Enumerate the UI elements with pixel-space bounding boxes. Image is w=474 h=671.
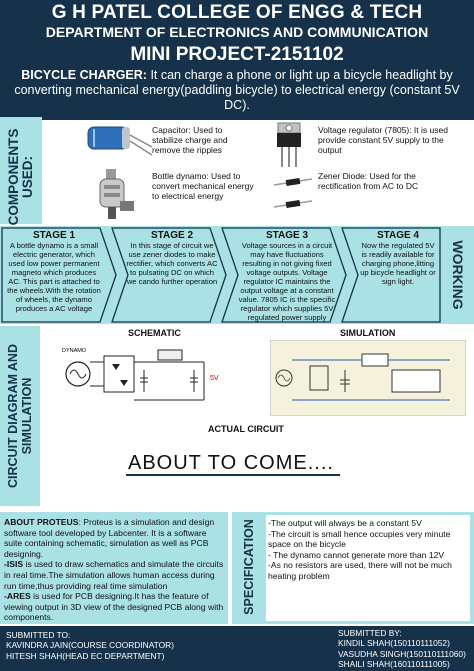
- components-section-label: COMPONENTS USED:: [6, 128, 35, 226]
- schematic-dynamo-label: DYNAMO: [62, 348, 87, 354]
- footer-banner: [0, 626, 474, 671]
- stage-4: [360, 230, 436, 286]
- components-label-band: [0, 117, 42, 224]
- project-description: [10, 68, 464, 113]
- stage-2-title: STAGE 2: [150, 230, 194, 241]
- schematic-output-label: 5V: [210, 375, 219, 382]
- voltage-regulator-description: Voltage regulator (7805): It is used provide constant 5V supply to the output: [318, 125, 448, 155]
- actual-circuit-placeholder: ABOUT TO COME....: [128, 452, 334, 474]
- isis-text: is used to draw schematics and simulate the circuits in real time.The simulation allows human access during run time,thus providing real time simulation: [4, 559, 224, 591]
- circuit-label-band: [0, 326, 40, 506]
- submitted-to-name: KAVINDRA JAIN(COURSE COORDINATOR): [6, 640, 174, 651]
- project-description-text: It can charge a phone or light up a bicycle headlight by converting mechanical energy(paddling bicycle) to electrical energy (constant 5V DC).: [14, 68, 460, 112]
- stage-3-title: STAGE 3: [265, 230, 309, 241]
- project-code: MINI PROJECT-2151102: [130, 44, 344, 65]
- stage-2-body: In this stage of circuit we use zener diodes to make rectifier, which converts AC to pulsating DC on which we cando further operation: [126, 241, 218, 286]
- stage-1-body: A bottle dynamo is a small electric generator, which used low power permanent magneto which produces AC. This part is attached to the wheels.With the rotation of wheels, the dynamo produces a AC voltage: [7, 241, 101, 313]
- header-banner: [0, 0, 474, 120]
- spec-item: -The circuit is small hence occupies very minute space on the bicycle: [268, 528, 451, 550]
- working-band: [0, 226, 474, 324]
- submitted-by-label: SUBMITTED BY:: [338, 628, 402, 638]
- spec-item: -As no resistors are used, there will not be much heating problem: [268, 560, 452, 581]
- stage-1-title: STAGE 1: [32, 230, 76, 241]
- simulation-diagram: [270, 340, 466, 416]
- zener-diode-description: Zener Diode: Used for the rectification from AC to DC: [318, 171, 419, 191]
- specification-list: [266, 515, 470, 621]
- about-proteus-text: [4, 517, 224, 623]
- zener-diode-icon: [272, 175, 316, 215]
- simulation-title: SIMULATION: [340, 328, 396, 338]
- specification-section-label: SPECIFICATION: [242, 519, 256, 615]
- placeholder-underline: [126, 474, 340, 476]
- actual-circuit-title: ACTUAL CIRCUIT: [208, 424, 284, 434]
- submitted-by-name: VASUDHA SINGH(150110111060): [338, 648, 466, 659]
- stage-4-body: Now the regulated 5V is readily available for charging phone,litting up bicycle headlight or sign light.: [360, 241, 436, 286]
- capacitor-description: Capacitor: Used to stabilize charge and remove the ripples: [152, 125, 228, 155]
- isis-lead: -ISIS: [4, 559, 24, 570]
- submitted-to-label: SUBMITTED TO:: [6, 630, 71, 640]
- stage-3: [236, 230, 338, 322]
- about-proteus-intro: : Proteus is a simulation and design software tool developed by Labcenter. It is a software suite containing schematic, simulation as well as PCB designing.: [4, 517, 215, 559]
- stage-2: [126, 230, 218, 286]
- spec-item: -The output will always be a constant 5V: [268, 518, 422, 528]
- working-section-label: WORKING: [450, 240, 466, 310]
- submitted-to-block: [6, 630, 236, 661]
- submitted-to-name: HITESH SHAH(HEAD EC DEPARTMENT): [6, 650, 165, 661]
- stage-3-body: Voltage sources in a circuit may have fluctuations resulting in not giving fixed voltage outputs. Voltage regulator IC maintains the output voltage at a constant value. 7805 IC is the specific regulator which supplies 5V regulated power supply: [238, 241, 336, 322]
- ares-text: is used for PCB designing.It has the feature of viewing output in 3D view of the designed PCB along with components.: [4, 591, 224, 623]
- dynamo-description: Bottle dynamo: Used to convert mechanical energy to electrical energy: [152, 171, 254, 201]
- schematic-diagram: [54, 340, 238, 414]
- stage-1: [6, 230, 102, 313]
- submitted-by-name: SHAILI SHAH(160110111005): [338, 659, 450, 670]
- submitted-by-block: [338, 628, 470, 670]
- schematic-title: SCHEMATIC: [128, 328, 181, 338]
- ares-lead: -ARES: [4, 591, 31, 602]
- components-panel: [42, 117, 474, 224]
- college-name: G H PATEL COLLEGE OF ENGG & TECH: [51, 2, 423, 23]
- about-proteus-panel: [0, 512, 228, 624]
- spec-item: - The dynamo cannot generate more than 12V: [268, 549, 445, 560]
- about-proteus-lead: ABOUT PROTEUS: [4, 517, 79, 527]
- circuit-section-label: CIRCUIT DIAGRAM AND SIMULATION: [6, 344, 34, 488]
- capacitor-icon: [82, 121, 154, 163]
- dynamo-icon: [90, 167, 140, 221]
- stage-4-title: STAGE 4: [376, 230, 420, 241]
- project-title-lead: BICYCLE CHARGER:: [21, 68, 147, 82]
- department-name: DEPARTMENT OF ELECTRONICS AND COMMUNICATION: [45, 24, 429, 40]
- voltage-regulator-icon: [272, 121, 308, 169]
- submitted-by-name: KINDIL SHAH(150110111052): [338, 638, 450, 649]
